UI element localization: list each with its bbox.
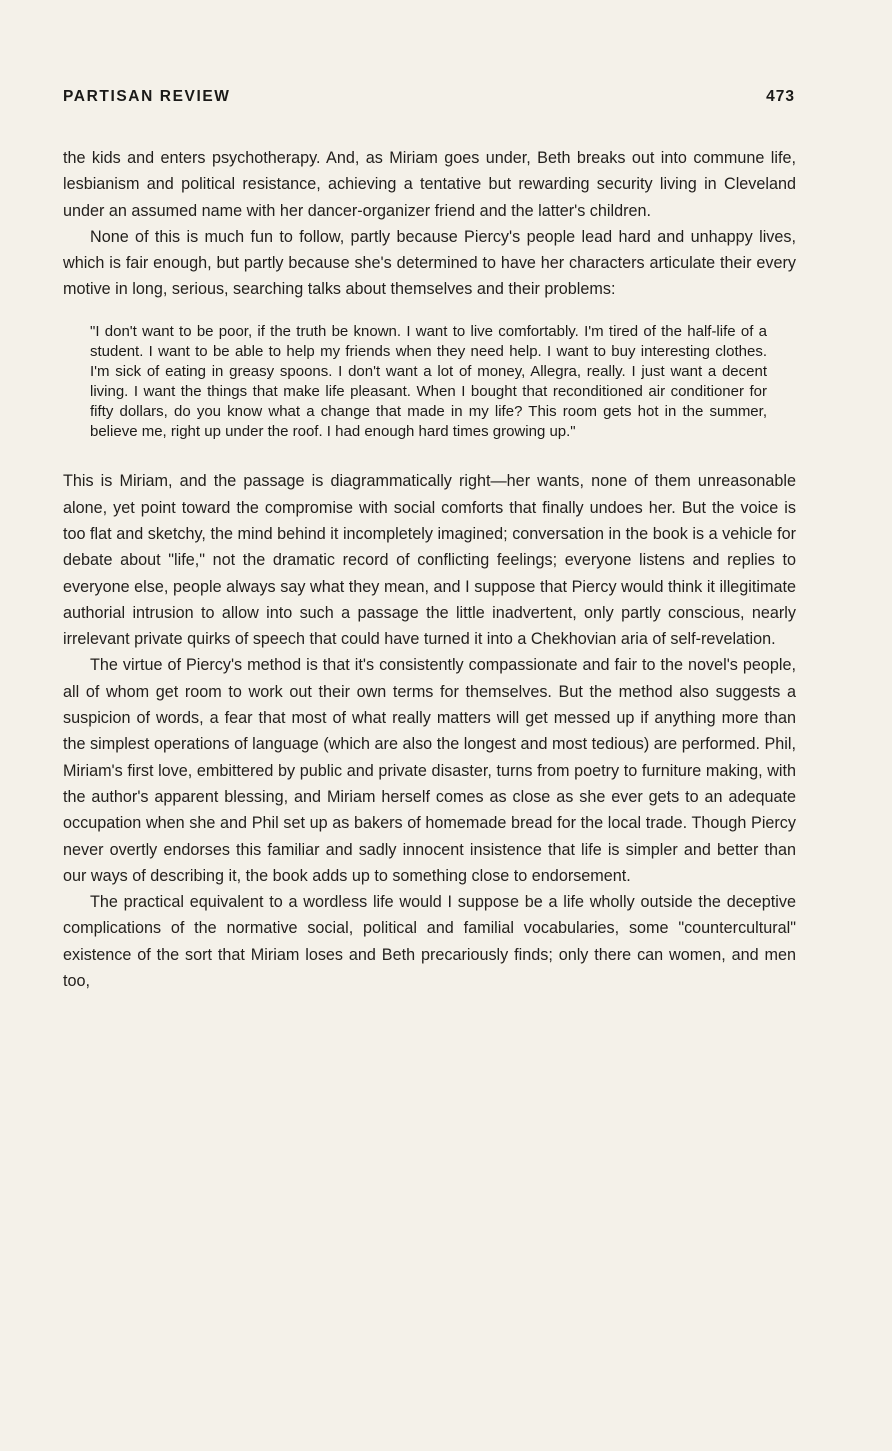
journal-title: PARTISAN REVIEW bbox=[63, 88, 231, 105]
page-number: 473 bbox=[766, 88, 795, 105]
paragraph: The virtue of Piercy's method is that it's consistently compassionate and fair to the novel's people, all of whom get room to work out their own terms for themselves. But the method also suggests a suspicion of words, a fear that most of what really matters will get messed up if anything more than the simplest operations of language (which are also the longest and most tedious) are performed. Phil, Miriam's first love, embittered by public and private disaster, turns from poetry to furniture making, with the author's apparent blessing, and Miriam herself comes as close as she ever gets to an adequate occupation when she and Phil set up as bakers of homemade bread for the local trade. Though Piercy never overtly endorses this familiar and sadly innocent insistence that life is simpler and better than our ways of describing it, the book adds up to something close to endorsement. bbox=[63, 656, 796, 885]
paragraph-continued: the kids and enters psychotherapy. And, as Miriam goes under, Beth breaks out into commune life, lesbianism and political resistance, achieving a tentative but rewarding security living in Cleveland under an assumed name with her dancer-organizer friend and the latter's children. bbox=[63, 149, 796, 220]
paragraph: The practical equivalent to a wordless life would I suppose be a life wholly outside the deceptive complications of the normative social, political and familial vocabularies, some "countercultural" existence of the sort that Miriam loses and Beth precariously finds; only there can women, and men too, bbox=[63, 893, 796, 990]
paragraph: None of this is much fun to follow, partly because Piercy's people lead hard and unhappy lives, which is fair enough, but partly because she's determined to have her characters articulate their every motive in long, serious, searching talks about themselves and their problems: bbox=[63, 227, 796, 299]
paragraph: This is Miriam, and the passage is diagrammatically right—her wants, none of them unreasonable alone, yet point toward the compromise with social comforts that finally undoes her. But the voice is too flat and sketchy, the mind behind it incompletely imagined; conversation in the book is a vehicle for debate about "life," not the dramatic record of conflicting feelings; everyone listens and replies to everyone else, people always say what they mean, and I suppose that Piercy would think it illegitimate authorial intrusion to allow into such a passage the little inadvertent, only partly conscious, nearly irrelevant private quirks of speech that could have turned it into a Chekhovian aria of self-revelation. bbox=[63, 472, 796, 649]
block-quote: "I don't want to be poor, if the truth be known. I want to live comfortably. I'm tired of the half-life of a student. I want to be able to help my friends when they need help. I want to buy interesting clothes. I'm sick of eating in greasy spoons. I don't want a lot of money, Allegra, really. I just want a decent living. I want the things that make life pleasant. When I bought that reconditioned air conditioner for fifty dollars, do you know what a change that made in my life? This room gets hot in the summer, believe me, right up under the roof. I had enough hard times growing up." bbox=[90, 322, 767, 441]
article-body bbox=[63, 145, 796, 994]
running-head bbox=[63, 88, 795, 112]
